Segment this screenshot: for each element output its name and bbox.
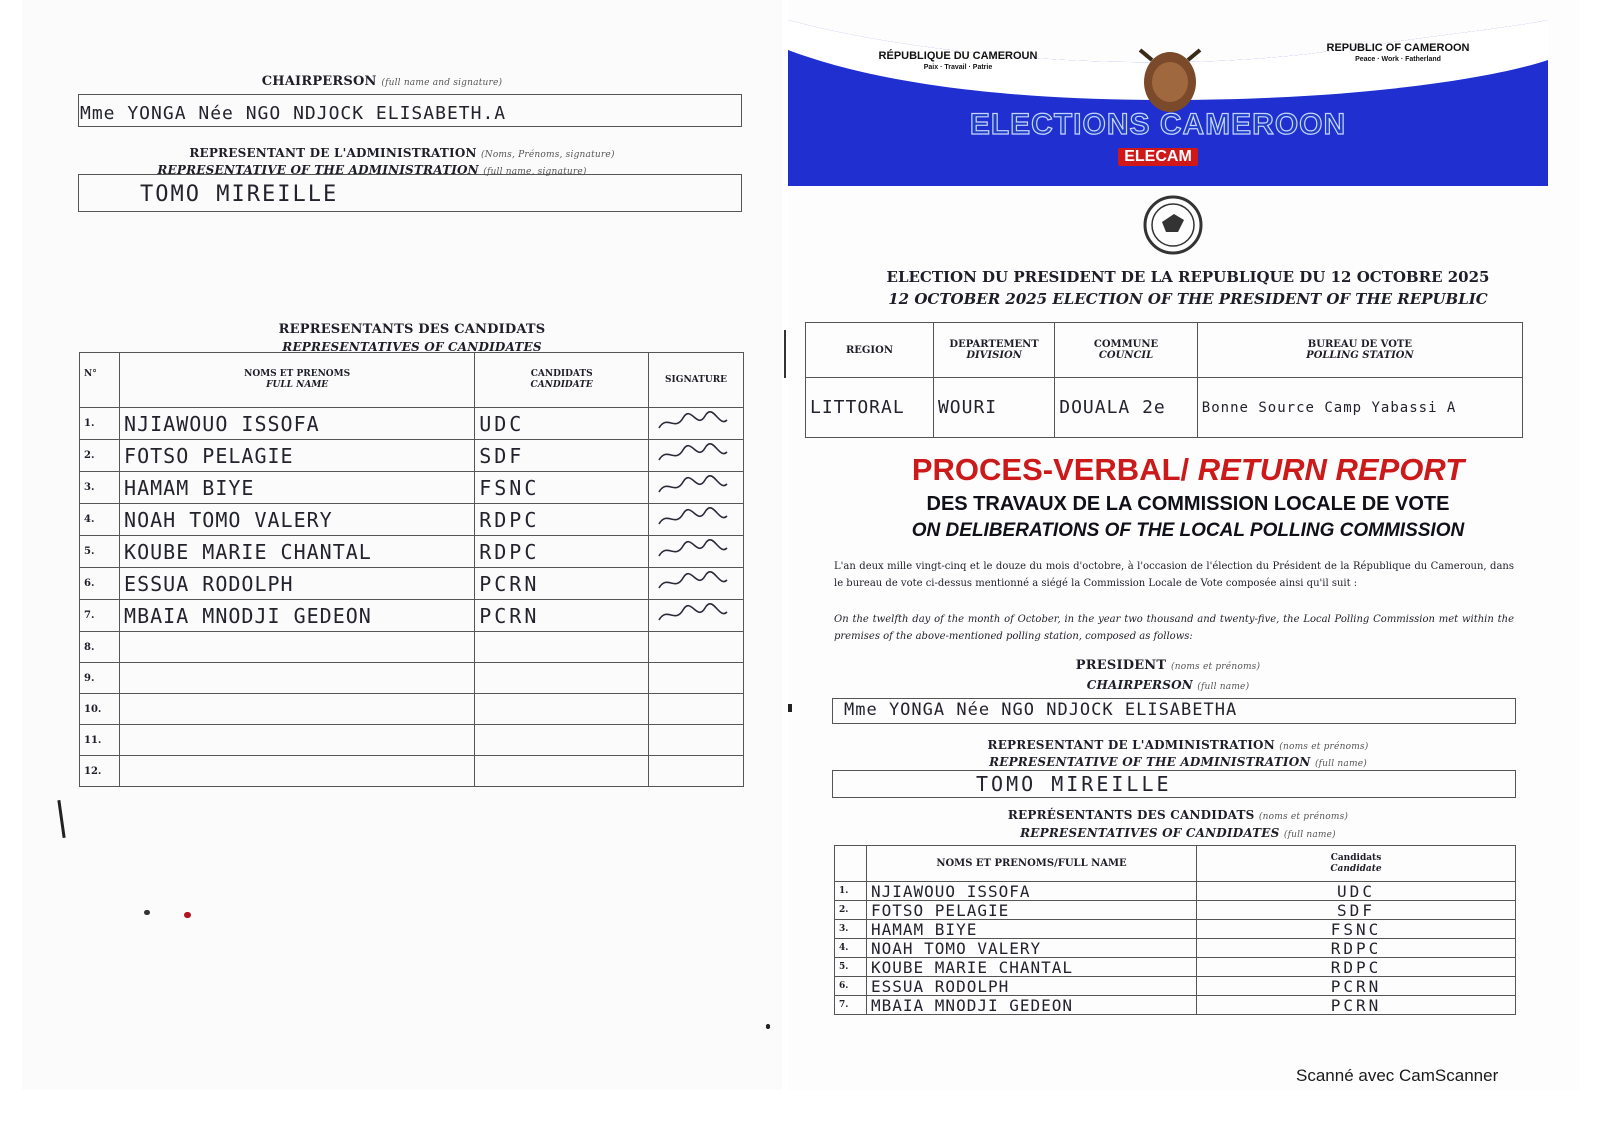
table-row (80, 600, 744, 632)
candidate-party: FSNC (475, 472, 649, 504)
right-page (788, 0, 1580, 1090)
signature-cell (649, 600, 744, 632)
representative-name: KOUBE MARIE CHANTAL (867, 958, 1197, 977)
signature-cell (649, 725, 744, 756)
representative-name: MBAIA MNODJI GEDEON (120, 600, 475, 632)
location-value-row (806, 378, 1523, 438)
left-page (22, 0, 782, 1090)
representative-name (120, 725, 475, 756)
signature-cell (649, 536, 744, 568)
signature-cell (649, 472, 744, 504)
table-row (80, 408, 744, 440)
ink-dot (144, 910, 150, 915)
table-row (835, 901, 1516, 920)
elecam-seal-icon (1138, 194, 1208, 256)
candidate-party (475, 756, 649, 787)
row-number: 8. (80, 632, 120, 663)
representative-name: KOUBE MARIE CHANTAL (120, 536, 475, 568)
table-row (80, 504, 744, 536)
row-number: 5. (80, 536, 120, 568)
report-subtitle-fr: DES TRAVAUX DE LA COMMISSION LOCALE DE VOTE (926, 493, 1450, 515)
representative-name (120, 632, 475, 663)
table-row (835, 977, 1516, 996)
representative-name: ESSUA RODOLPH (867, 977, 1197, 996)
table-row (80, 632, 744, 663)
signature-scribble-icon (653, 442, 733, 466)
signature-scribble-icon (653, 602, 733, 626)
cand-heading-en-right: REPRESENTATIVES OF CANDIDATES (full name) (1020, 826, 1336, 840)
table-row (80, 694, 744, 725)
representative-name (120, 663, 475, 694)
chairperson-name: Mme YONGA Née NGO NDJOCK ELISABETH.A (80, 103, 507, 124)
representative-name: HAMAM BIYE (120, 472, 475, 504)
elections-cameroon-title: ELECTIONS CAMEROON (969, 108, 1347, 141)
signature-cell (649, 663, 744, 694)
intro-paragraph-en: On the twelfth day of the month of October, in the year two thousand and twenty-five, the Local Polling Commission met within the premises of the above-mentioned polling station, composed as follows: (834, 614, 1514, 642)
row-number: 4. (835, 939, 867, 958)
location-header-row (806, 323, 1523, 378)
row-number: 7. (835, 996, 867, 1015)
candidate-party: SDF (475, 440, 649, 472)
chairperson-heading: CHAIRPERSON (full name and signature) (261, 74, 503, 89)
cand-heading-fr-right: REPRÉSENTANTS DES CANDIDATS (noms et prénoms) (1007, 808, 1349, 822)
chair-heading-en: CHAIRPERSON (full name) (1086, 678, 1250, 692)
election-title-fr: ELECTION DU PRESIDENT DE LA REPUBLIQUE DU 12 OCTOBRE 2025 (886, 268, 1490, 286)
row-number: 2. (80, 440, 120, 472)
row-number: 2. (835, 901, 867, 920)
row-number: 10. (80, 694, 120, 725)
signature-cell (649, 756, 744, 787)
admin-heading-en-right: REPRESENTATIVE OF THE ADMINISTRATION (full name) (989, 755, 1367, 769)
candidate-party: RDPC (1197, 939, 1516, 958)
table-row (835, 996, 1516, 1015)
admin-name-right: TOMO MIREILLE (976, 772, 1172, 796)
signature-scribble-icon (653, 410, 733, 434)
council-value: DOUALA 2e (1055, 378, 1198, 438)
candidate-party: PCRN (1197, 996, 1516, 1015)
representative-name: NOAH TOMO VALERY (120, 504, 475, 536)
location-header-2: COMMUNE COUNCIL (1055, 323, 1198, 378)
candidate-party (475, 632, 649, 663)
president-heading: PRESIDENT (noms et prénoms) (1075, 658, 1261, 673)
polling-station-value: Bonne Source Camp Yabassi A (1197, 378, 1522, 438)
table-row (80, 756, 744, 787)
table-row (835, 958, 1516, 977)
row-number: 4. (80, 504, 120, 536)
row-number: 7. (80, 600, 120, 632)
republic-en: REPUBLIC OF CAMEROON Peace · Work · Fatherland (1326, 42, 1470, 63)
table-header-row-right (835, 846, 1516, 882)
row-number: 6. (835, 977, 867, 996)
row-number: 1. (80, 408, 120, 440)
margin-pen-mark (57, 800, 65, 838)
row-number: 6. (80, 568, 120, 600)
table-row (80, 725, 744, 756)
location-table (805, 322, 1523, 438)
report-title: PROCES-VERBAL/ RETURN REPORT (911, 452, 1465, 487)
signature-cell (649, 568, 744, 600)
row-number: 12. (80, 756, 120, 787)
representative-name: FOTSO PELAGIE (867, 901, 1197, 920)
col-header-name-right: NOMS ET PRENOMS/FULL NAME (867, 846, 1197, 882)
signature-cell (649, 408, 744, 440)
col-header-signature: SIGNATURE (649, 353, 744, 408)
representative-name: ESSUA RODOLPH (120, 568, 475, 600)
col-header-candidate: CANDIDATS CANDIDATE (475, 353, 649, 408)
candidate-party: UDC (1197, 882, 1516, 901)
candidate-party: PCRN (475, 600, 649, 632)
col-header-no-right (835, 846, 867, 882)
row-number: 1. (835, 882, 867, 901)
candidate-party (475, 694, 649, 725)
republic-fr: RÉPUBLIQUE DU CAMEROUN Paix · Travail · Patrie (878, 50, 1038, 71)
signature-scribble-icon (653, 538, 733, 562)
candidate-party: PCRN (475, 568, 649, 600)
election-title-en: 12 OCTOBER 2025 ELECTION OF THE PRESIDENT OF THE REPUBLIC (888, 290, 1488, 308)
red-ink-dot (184, 912, 191, 918)
candidate-party: SDF (1197, 901, 1516, 920)
candidates-heading-en: REPRESENTATIVES OF CANDIDATES (282, 340, 542, 354)
table-row (80, 536, 744, 568)
table-header-row (80, 353, 744, 408)
candidate-party: UDC (475, 408, 649, 440)
admin-heading-fr: REPRESENTANT DE L'ADMINISTRATION (Noms, Prénoms, signature) (189, 146, 615, 160)
location-header-1: DEPARTEMENT DIVISION (933, 323, 1054, 378)
table-row (80, 472, 744, 504)
table-row (835, 882, 1516, 901)
table-row (835, 920, 1516, 939)
candidate-party: PCRN (1197, 977, 1516, 996)
intro-paragraph-fr: L'an deux mille vingt-cinq et le douze du mois d'octobre, à l'occasion de l'élection du Président de la République du Cameroun, dans le bureau de vote ci-dessus mentionné a siégé la Commission Locale de Vote composée ainsi qu'il suit : (834, 561, 1514, 589)
location-header-0: REGION (806, 323, 934, 378)
representative-name (120, 756, 475, 787)
table-row (835, 939, 1516, 958)
signature-scribble-icon (653, 506, 733, 530)
candidates-heading-fr: REPRESENTANTS DES CANDIDATS (278, 322, 546, 337)
col-header-name: NOMS ET PRENOMS FULL NAME (120, 353, 475, 408)
row-number: 5. (835, 958, 867, 977)
signature-cell (649, 632, 744, 663)
row-number: 11. (80, 725, 120, 756)
candidates-table (79, 352, 744, 787)
signature-scribble-icon (653, 570, 733, 594)
representative-name: FOTSO PELAGIE (120, 440, 475, 472)
admin-heading-en: REPRESENTATIVE OF THE ADMINISTRATION (full name, signature) (157, 163, 587, 177)
representative-name: NOAH TOMO VALERY (867, 939, 1197, 958)
camscanner-credit: Scanné avec CamScanner (1296, 1066, 1499, 1085)
representative-name: NJIAWOUO ISSOFA (120, 408, 475, 440)
col-header-no: N° (80, 353, 120, 408)
signature-scribble-icon (653, 474, 733, 498)
ink-dot-right (766, 1024, 770, 1029)
candidates-table-right (834, 845, 1516, 1015)
representative-name: HAMAM BIYE (867, 920, 1197, 939)
candidate-party: FSNC (1197, 920, 1516, 939)
elecam-acronym: ELECAM (1118, 148, 1198, 166)
division-value: WOURI (933, 378, 1054, 438)
chair-name: Mme YONGA Née NGO NDJOCK ELISABETHA (844, 700, 1238, 720)
representative-name (120, 694, 475, 725)
signature-cell (649, 694, 744, 725)
candidate-party (475, 663, 649, 694)
admin-box-right (832, 770, 1516, 798)
signature-cell (649, 504, 744, 536)
report-subtitle-en: ON DELIBERATIONS OF THE LOCAL POLLING COMMISSION (911, 520, 1465, 541)
signature-cell (649, 440, 744, 472)
candidate-party: RDPC (475, 536, 649, 568)
admin-heading-fr-right: REPRESENTANT DE L'ADMINISTRATION (noms et prénoms) (987, 738, 1369, 752)
table-row (80, 663, 744, 694)
row-number: 3. (835, 920, 867, 939)
row-number: 3. (80, 472, 120, 504)
table-row (80, 440, 744, 472)
region-value: LITTORAL (806, 378, 934, 438)
candidate-party (475, 725, 649, 756)
margin-pen-mark-right (784, 330, 786, 378)
ink-mark (788, 704, 792, 712)
representative-name: NJIAWOUO ISSOFA (867, 882, 1197, 901)
candidate-party: RDPC (1197, 958, 1516, 977)
representative-name: MBAIA MNODJI GEDEON (867, 996, 1197, 1015)
location-header-3: BUREAU DE VOTE POLLING STATION (1197, 323, 1522, 378)
admin-name: TOMO MIREILLE (140, 182, 339, 207)
table-row (80, 568, 744, 600)
row-number: 9. (80, 663, 120, 694)
col-header-candidate-right: Candidats Candidate (1197, 846, 1516, 882)
candidate-party: RDPC (475, 504, 649, 536)
